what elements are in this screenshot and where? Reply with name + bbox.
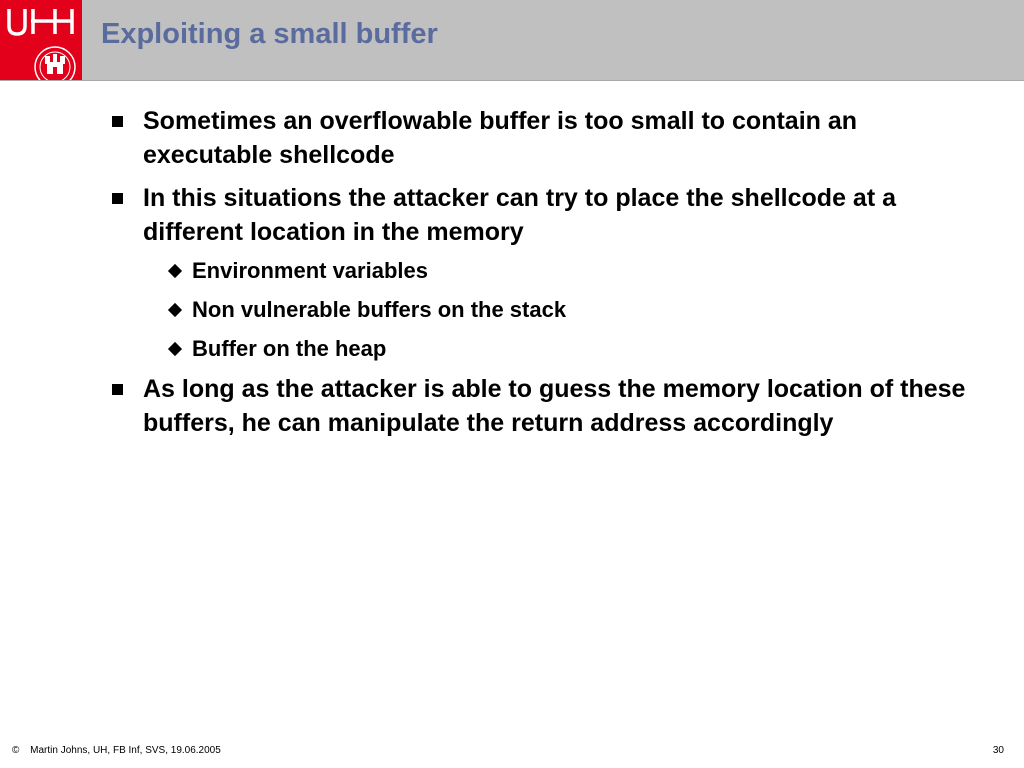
footer <box>12 745 221 756</box>
bullet-item: In this situations the attacker can try to place the shellcode at a different location in the memory <box>143 184 896 246</box>
copyright-icon: © <box>12 745 20 756</box>
bullet-square-icon <box>112 193 123 204</box>
sub-bullet-item: Buffer on the heap <box>192 336 387 361</box>
bullet-square-icon <box>112 116 123 127</box>
diamond-bullet-icon <box>168 342 182 356</box>
diamond-bullet-icon <box>168 303 182 317</box>
page-number: 30 <box>992 745 1004 756</box>
sub-bullet-item: Environment variables <box>192 258 428 283</box>
bullet-item: As long as the attacker is able to guess the memory location of these buffers, he can manipulate the return address accordingly <box>143 375 966 437</box>
university-logo <box>0 0 82 80</box>
footer-text: Martin Johns, UH, FB Inf, SVS, 19.06.2005 <box>30 745 221 756</box>
header-bar <box>0 0 1024 81</box>
slide-title: Exploiting a small buffer <box>101 18 438 50</box>
sub-bullet-item: Non vulnerable buffers on the stack <box>192 297 567 322</box>
diamond-bullet-icon <box>168 264 182 278</box>
bullet-item: Sometimes an overflowable buffer is too small to contain an executable shellcode <box>143 107 858 169</box>
uhh-logo-icon <box>0 0 82 80</box>
bullet-square-icon <box>112 384 123 395</box>
